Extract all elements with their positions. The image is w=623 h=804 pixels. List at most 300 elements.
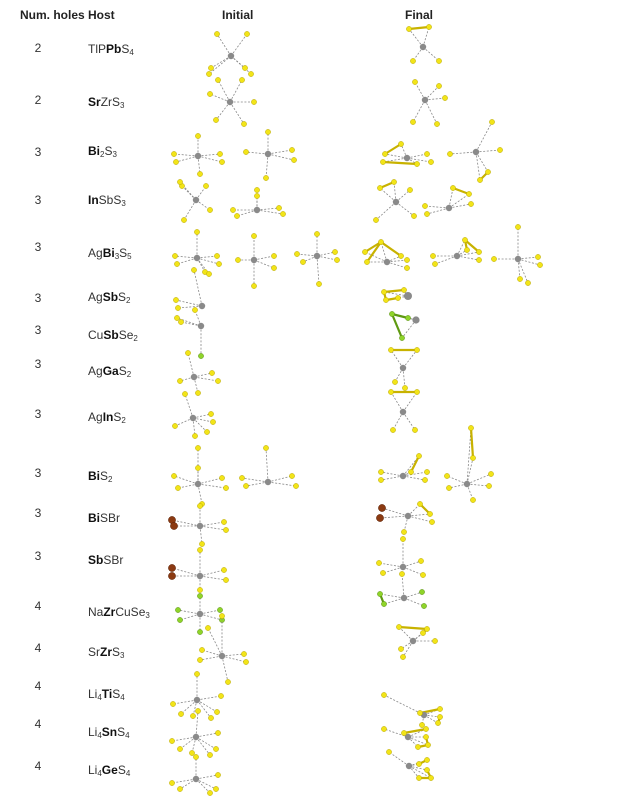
ligand-atom (168, 572, 175, 579)
ligand-atom (412, 427, 417, 432)
ligand-atom (215, 730, 220, 735)
dashed-bond (185, 394, 193, 418)
ligand-atom (430, 253, 435, 258)
dashed-bond (396, 202, 414, 216)
dashed-bond (242, 478, 268, 482)
ligand-atom (195, 133, 200, 138)
dashed-bond (467, 458, 473, 484)
ligand-atom (293, 483, 298, 488)
host-active-element: Ga (102, 364, 119, 378)
ligand-atom (427, 511, 432, 516)
metal-atom (194, 255, 200, 261)
dashed-bond (268, 482, 296, 486)
num-holes-value: 3 (34, 145, 42, 159)
ligand-atom (362, 249, 367, 254)
ligand-atom (395, 295, 400, 300)
dashed-bond (174, 476, 198, 484)
ligand-atom (197, 503, 202, 508)
dashed-bond (200, 656, 222, 660)
ligand-atom (426, 24, 431, 29)
dashed-bond (196, 711, 198, 737)
ligand-atom (398, 141, 403, 146)
ligand-atom (177, 617, 182, 622)
num-holes-value: 3 (34, 466, 42, 480)
ligand-atom (177, 746, 182, 751)
ligand-atom (489, 119, 494, 124)
ligand-atom (178, 711, 183, 716)
host-active-element: Bi (88, 511, 100, 525)
dashed-bond (403, 567, 423, 575)
dashed-bond (188, 353, 194, 377)
ligand-atom (276, 205, 281, 210)
metal-atom (405, 513, 411, 519)
dashed-bond (230, 80, 242, 102)
ligand-atom (485, 169, 490, 174)
ligand-atom (223, 527, 228, 532)
ligand-atom (414, 347, 419, 352)
dashed-bond (376, 202, 396, 220)
ligand-atom (243, 149, 248, 154)
ligand-atom (434, 121, 439, 126)
ligand-atom (241, 121, 246, 126)
ligand-atom (414, 161, 419, 166)
ligand-atom (386, 749, 391, 754)
ligand-atom (195, 708, 200, 713)
dashed-bond (198, 484, 226, 488)
ligand-atom (239, 475, 244, 480)
ligand-atom (185, 350, 190, 355)
ligand-atom (401, 730, 406, 735)
ligand-atom (243, 483, 248, 488)
ligand-atom (219, 613, 224, 618)
dashed-bond (403, 476, 425, 480)
host-element: Ag (88, 364, 103, 378)
metal-atom (195, 153, 201, 159)
dashed-bond (425, 100, 437, 124)
ligand-atom (193, 754, 198, 759)
ligand-atom (388, 389, 393, 394)
host-element: Li (88, 687, 98, 701)
ligand-atom (470, 455, 475, 460)
ligand-atom (294, 251, 299, 256)
dimer-bond (383, 162, 417, 164)
dimer-bond (404, 729, 426, 733)
dashed-bond (194, 270, 202, 306)
dashed-bond (196, 733, 218, 737)
ligand-atom (175, 607, 180, 612)
ligand-atom (208, 65, 213, 70)
host-element: SBr (100, 511, 121, 525)
ligand-atom (199, 647, 204, 652)
dashed-bond (385, 154, 407, 158)
host-element: S (119, 246, 128, 260)
ligand-atom (244, 31, 249, 36)
dashed-bond (391, 350, 403, 368)
ligand-atom (208, 715, 213, 720)
metal-atom (219, 653, 225, 659)
dimer-bond (471, 428, 473, 458)
ligand-atom (401, 529, 406, 534)
ligand-atom (300, 259, 305, 264)
ligand-atom (517, 276, 522, 281)
ligand-atom (197, 629, 202, 634)
ligand-atom (364, 259, 369, 264)
dashed-bond (200, 614, 222, 620)
dashed-bond (176, 300, 202, 306)
ligand-atom (432, 638, 437, 643)
ligand-atom (420, 572, 425, 577)
metal-atom (195, 481, 201, 487)
metal-atom (197, 573, 203, 579)
dashed-bond (196, 779, 216, 789)
ligand-atom (424, 767, 429, 772)
dashed-bond (175, 256, 197, 258)
dashed-bond (457, 256, 479, 260)
ligand-atom (446, 485, 451, 490)
dashed-bond (222, 656, 228, 682)
host-element: S (112, 687, 121, 701)
num-holes-value: 3 (34, 291, 42, 305)
ligand-atom (195, 465, 200, 470)
ligand-atom (169, 738, 174, 743)
dashed-bond (176, 156, 198, 162)
ligand-atom (172, 423, 177, 428)
ligand-atom (420, 630, 425, 635)
ligand-atom (218, 693, 223, 698)
ligand-atom (175, 305, 180, 310)
ligand-atom (174, 261, 179, 266)
ligand-atom (205, 625, 210, 630)
ligand-atom (444, 473, 449, 478)
ligand-atom (389, 311, 394, 316)
dashed-bond (403, 392, 417, 412)
dashed-bond (257, 208, 279, 210)
ligand-atom (207, 790, 212, 795)
ligand-atom (194, 671, 199, 676)
ligand-atom (407, 187, 412, 192)
host-active-element: Bi (102, 246, 115, 260)
metal-atom (265, 479, 271, 485)
ligand-atom (381, 289, 386, 294)
ligand-atom (173, 297, 178, 302)
host-subscript: 2 (108, 475, 113, 484)
host-element: SBr (103, 553, 124, 567)
ligand-atom (450, 185, 455, 190)
ligand-atom (424, 469, 429, 474)
host-active-element: Sb (88, 553, 104, 567)
metal-atom (193, 197, 199, 203)
ligand-atom (280, 211, 285, 216)
dashed-bond (467, 484, 489, 486)
host-subscript: 4 (97, 693, 102, 702)
ligand-atom (415, 744, 420, 749)
ligand-atom (423, 726, 428, 731)
dashed-bond (198, 156, 222, 162)
ligand-atom (408, 469, 413, 474)
host-active-element: Sb (102, 290, 119, 304)
ligand-atom (400, 536, 405, 541)
ligand-atom (422, 477, 427, 482)
host-active-element: Sn (101, 725, 118, 739)
metal-atom (515, 256, 521, 262)
ligand-atom (392, 379, 397, 384)
ligand-atom (381, 692, 386, 697)
ligand-atom (405, 315, 410, 320)
ligand-atom (437, 706, 442, 711)
ligand-atom (215, 77, 220, 82)
host-element: Cu (88, 328, 104, 342)
ligand-atom (535, 254, 540, 259)
ligand-atom (225, 679, 230, 684)
ligand-atom (181, 217, 186, 222)
dashed-bond (403, 350, 417, 368)
host-active-element: Sr (88, 95, 101, 109)
host-active-element: Bi (88, 144, 100, 158)
ligand-atom (470, 497, 475, 502)
ligand-atom (217, 607, 222, 612)
ligand-atom (424, 151, 429, 156)
host-subscript: 2 (126, 296, 131, 305)
ligand-atom (207, 207, 212, 212)
host-subscript: 3 (114, 252, 120, 261)
ligand-atom (417, 501, 422, 506)
ligand-atom (416, 775, 421, 780)
ligand-atom (195, 390, 200, 395)
dashed-bond (217, 34, 231, 56)
ligand-atom (242, 65, 247, 70)
metal-atom (199, 303, 205, 309)
ligand-atom (436, 83, 441, 88)
dashed-bond (208, 628, 222, 656)
ligand-atom (380, 159, 385, 164)
ligand-atom (416, 761, 421, 766)
ligand-atom (378, 504, 385, 511)
ligand-atom (210, 419, 215, 424)
dashed-bond (222, 656, 246, 662)
ligand-atom (197, 593, 202, 598)
dashed-bond (389, 752, 409, 766)
ligand-atom (417, 710, 422, 715)
dashed-bond (404, 598, 424, 606)
metal-atom (191, 374, 197, 380)
dashed-bond (381, 472, 403, 476)
dashed-bond (379, 563, 403, 567)
dashed-bond (246, 152, 268, 154)
host-subscript: 4 (97, 769, 102, 778)
ligand-atom (468, 425, 473, 430)
ligand-atom (248, 71, 253, 76)
metal-atom (406, 763, 412, 769)
dashed-bond (380, 594, 404, 598)
ligand-atom (177, 179, 182, 184)
ligand-atom (410, 119, 415, 124)
ligand-atom (182, 391, 187, 396)
dashed-bond (230, 102, 244, 124)
dashed-bond (178, 610, 200, 614)
metal-atom (412, 316, 419, 323)
ligand-atom (402, 385, 407, 390)
ligand-atom (209, 370, 214, 375)
ligand-atom (429, 519, 434, 524)
ligand-atom (289, 473, 294, 478)
ligand-atom (497, 147, 502, 152)
dashed-bond (391, 392, 403, 412)
ligand-atom (241, 651, 246, 656)
dashed-bond (198, 154, 220, 156)
host-active-element: Pb (106, 42, 122, 56)
ligand-atom (219, 159, 224, 164)
ligand-atom (197, 547, 202, 552)
dimer-bond (367, 242, 381, 262)
ligand-atom (194, 229, 199, 234)
ligand-atom (197, 171, 202, 176)
host-active-element: Bi (88, 469, 100, 483)
ligand-atom (251, 99, 256, 104)
num-holes-value: 4 (34, 599, 42, 613)
host-element: SbS (98, 193, 122, 207)
metal-atom (473, 149, 479, 155)
ligand-atom (271, 265, 276, 270)
host-element: Ag (88, 290, 103, 304)
host-subscript: 2 (121, 416, 126, 425)
host-active-element: Ti (101, 687, 113, 701)
ligand-atom (206, 271, 211, 276)
host-element: S (117, 725, 126, 739)
metal-atom (410, 638, 416, 644)
host-subscript: 4 (125, 731, 130, 740)
ligand-atom (221, 567, 226, 572)
dimer-bond (392, 314, 402, 338)
ligand-atom (381, 726, 386, 731)
ligand-atom (190, 713, 195, 718)
dimer-bond (399, 627, 427, 629)
ligand-atom (192, 433, 197, 438)
dashed-bond (266, 448, 268, 482)
ligand-atom (491, 256, 496, 261)
ligand-atom (410, 58, 415, 63)
ligand-atom (223, 485, 228, 490)
dashed-bond (197, 696, 221, 700)
dashed-bond (449, 194, 469, 208)
dashed-bond (184, 200, 196, 220)
ligand-atom (213, 786, 218, 791)
ligand-atom (172, 253, 177, 258)
ligand-atom (334, 257, 339, 262)
ligand-atom (411, 213, 416, 218)
dashed-bond (222, 654, 244, 656)
ligand-atom (204, 429, 209, 434)
dashed-bond (266, 154, 268, 178)
num-holes-value: 3 (34, 240, 42, 254)
ligand-atom (464, 247, 469, 252)
ligand-atom (170, 701, 175, 706)
num-holes-value: 3 (34, 506, 42, 520)
dashed-bond (172, 737, 196, 741)
ligand-atom (419, 589, 424, 594)
metal-atom (404, 292, 412, 300)
ligand-atom (192, 307, 197, 312)
dashed-bond (200, 526, 226, 530)
header-host: Host (88, 8, 115, 22)
host-element: Li (88, 725, 98, 739)
host-element: S (118, 364, 127, 378)
dashed-bond (174, 154, 198, 156)
ligand-atom (223, 577, 228, 582)
host-element: Se (118, 328, 134, 342)
ligand-atom (380, 570, 385, 575)
metal-atom (420, 44, 426, 50)
ligand-atom (191, 267, 196, 272)
ligand-atom (214, 31, 219, 36)
ligand-atom (316, 281, 321, 286)
host-element: S (121, 42, 130, 56)
ligand-atom (398, 646, 403, 651)
dashed-bond (196, 737, 216, 749)
ligand-atom (213, 746, 218, 751)
ligand-atom (171, 473, 176, 478)
ligand-atom (219, 475, 224, 480)
ligand-atom (515, 224, 520, 229)
ligand-atom (314, 231, 319, 236)
header-initial: Initial (222, 8, 254, 22)
header-final: Final (405, 8, 434, 22)
dashed-bond (211, 56, 231, 68)
host-active-element: In (102, 410, 114, 424)
dashed-bond (447, 476, 467, 484)
dashed-bond (196, 775, 218, 779)
ligand-atom (388, 347, 393, 352)
metal-atom (254, 207, 260, 213)
metal-atom (197, 523, 203, 529)
host-element: S (112, 645, 121, 659)
ligand-atom (377, 591, 382, 596)
metal-atom (446, 205, 452, 211)
ligand-atom (178, 319, 183, 324)
ligand-atom (239, 77, 244, 82)
host-element: S (100, 469, 109, 483)
metal-atom (400, 564, 406, 570)
ligand-atom (263, 445, 268, 450)
ligand-atom (251, 283, 256, 288)
metal-atom (401, 595, 407, 601)
ligand-atom (189, 750, 194, 755)
ligand-atom (171, 151, 176, 156)
ligand-atom (377, 185, 382, 190)
ligand-atom (424, 211, 429, 216)
dashed-bond (231, 34, 247, 56)
ligand-atom (425, 742, 430, 747)
ligand-atom (382, 151, 387, 156)
ligand-atom (206, 71, 211, 76)
host-element: Na (88, 605, 104, 619)
num-holes-value: 3 (34, 407, 42, 421)
host-subscript: 4 (97, 731, 102, 740)
dimer-bond (384, 290, 404, 292)
metal-atom (194, 697, 200, 703)
host-subscript: 4 (125, 769, 131, 778)
ligand-atom (418, 558, 423, 563)
ligand-atom (477, 177, 482, 182)
host-subscript: 4 (120, 693, 125, 702)
host-subscript: 3 (120, 651, 125, 660)
ligand-atom (399, 335, 404, 340)
dashed-bond (200, 576, 226, 580)
ligand-atom (476, 249, 481, 254)
ligand-atom (214, 709, 219, 714)
dashed-bond (403, 412, 415, 430)
dashed-bond (413, 100, 425, 122)
dashed-bond (476, 152, 480, 180)
